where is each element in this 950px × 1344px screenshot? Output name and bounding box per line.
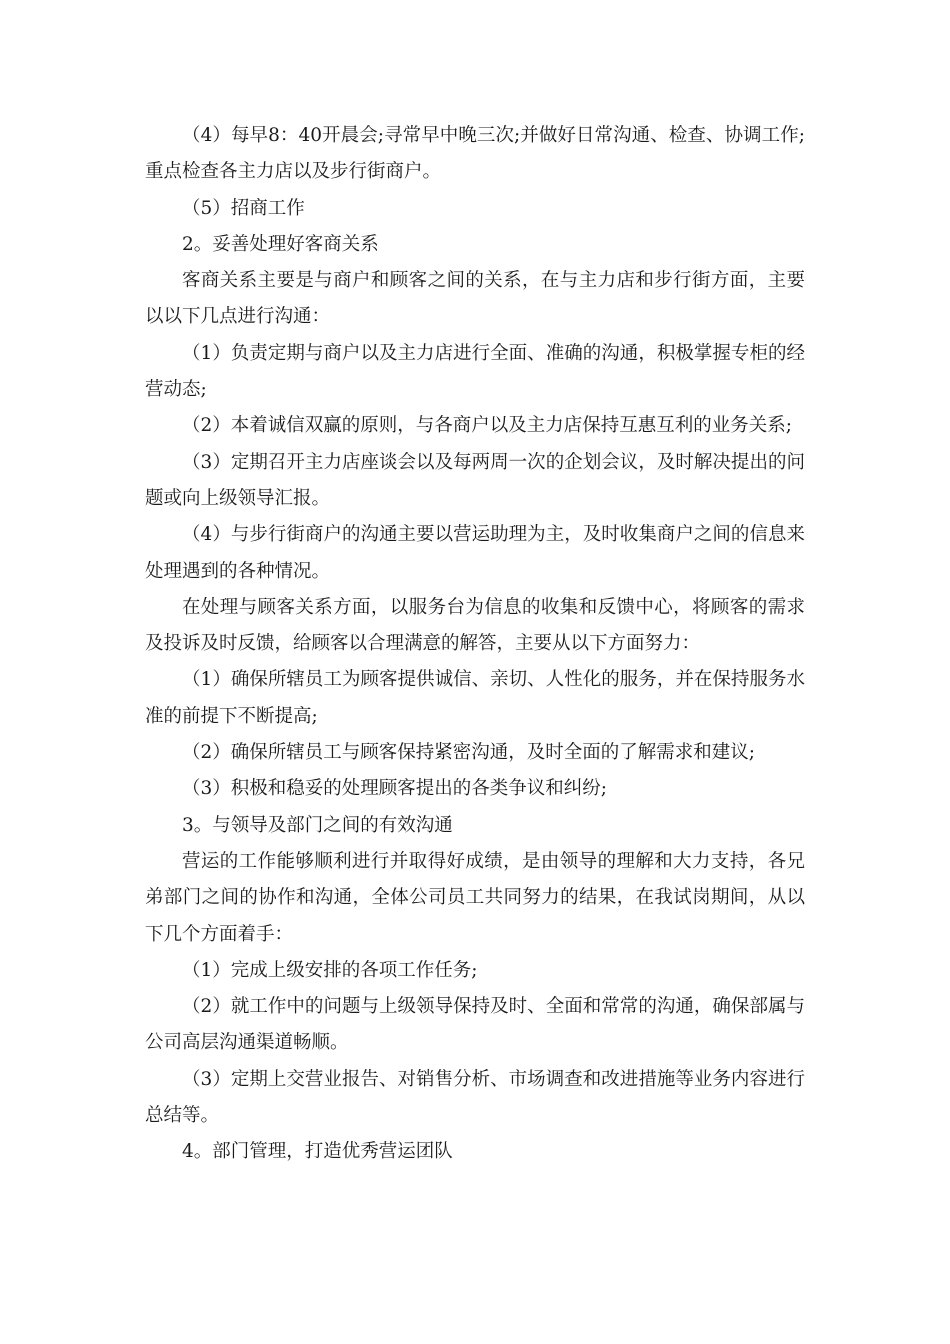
- paragraph: （3）定期召开主力店座谈会以及每两周一次的企划会议，及时解决提出的问题或向上级领导汇报。: [145, 451, 805, 509]
- paragraph: 在处理与顾客关系方面，以服务台为信息的收集和反馈中心，将顾客的需求及投诉及时反馈，给顾客以合理满意的解答，主要从以下方面努力：: [145, 596, 805, 655]
- paragraph: （1）确保所辖员工为顾客提供诚信、亲切、人性化的服务，并在保持服务水准的前提下不断提高;: [145, 669, 805, 727]
- paragraph: （2）确保所辖员工与顾客保持紧密沟通，及时全面的了解需求和建议;: [182, 742, 756, 764]
- section-heading: 4。部门管理，打造优秀营运团队: [182, 1141, 453, 1163]
- paragraph: （2）就工作中的问题与上级领导保持及时、全面和常常的沟通，确保部属与公司高层沟通渠道畅顺。: [145, 996, 805, 1054]
- paragraph: （4）与步行街商户的沟通主要以营运助理为主，及时收集商户之间的信息来处理遇到的各种情况。: [145, 524, 805, 582]
- section-heading: 2。妥善处理好客商关系: [182, 233, 379, 255]
- paragraph: （1）负责定期与商户以及主力店进行全面、准确的沟通，积极掌握专柜的经营动态;: [145, 342, 805, 401]
- paragraph: 客商关系主要是与商户和顾客之间的关系，在与主力店和步行街方面，主要以以下几点进行沟通：: [145, 270, 805, 328]
- paragraph: （3）积极和稳妥的处理顾客提出的各类争议和纠纷;: [182, 778, 608, 800]
- section-heading: 3。与领导及部门之间的有效沟通: [182, 814, 453, 836]
- paragraph: （2）本着诚信双赢的原则，与各商户以及主力店保持互惠互利的业务关系;: [182, 415, 793, 437]
- paragraph: （5）招商工作: [182, 197, 305, 219]
- paragraph: （1）完成上级安排的各项工作任务;: [182, 959, 478, 981]
- paragraph: （3）定期上交营业报告、对销售分析、市场调查和改进措施等业务内容进行总结等。: [145, 1068, 805, 1127]
- paragraph: （4）每早8：40开晨会;寻常早中晚三次;并做好日常沟通、检查、协调工作;重点检查各主力店以及步行街商户。: [145, 125, 805, 183]
- document-body: [145, 118, 805, 1171]
- paragraph: 营运的工作能够顺利进行并取得好成绩，是由领导的理解和大力支持，各兄弟部门之间的协作和沟通，全体公司员工共同努力的结果，在我试岗期间，从以下几个方面着手：: [145, 850, 805, 945]
